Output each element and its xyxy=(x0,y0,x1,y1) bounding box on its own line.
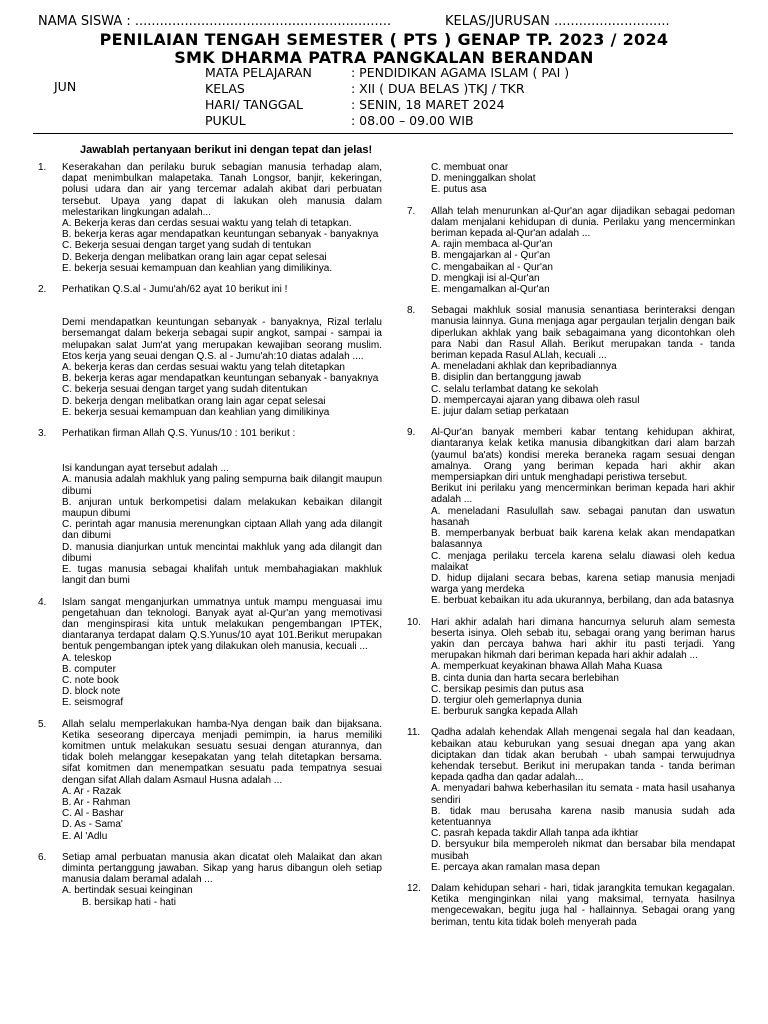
question-stem: Setiap amal perbuatan manusia akan dicatat oleh Malaikat dan akan diminta pertanggung jawaban. Sikap yang harus dibangun oleh setiap manusia dalam beramal adalah ... xyxy=(62,851,382,886)
option-a: A. menyadari bahwa keberhasilan itu semata - mata hasil usahanya sendiri xyxy=(431,783,735,806)
question-stem: Keserakahan dan perilaku buruk sebagian manusia terhadap alam, dapat menimbulkan malapetaka. Tanah Longsor, banjir, kekeringan, polusi udara dan air yang tercemar adalah akibat dari perbuatan tersebut. Upaya yang dapat di lakukan oleh manusia dalam melestarikan lingkungan adalah... xyxy=(62,162,382,218)
class-major-field: KELAS/JURUSAN ............................ xyxy=(445,14,670,29)
question-number: 12. xyxy=(407,882,421,894)
option-a: A. manusia adalah makhluk yang paling sempurna baik dilangit maupun dibumi xyxy=(62,474,382,497)
meta-value: : 08.00 – 09.00 WIB xyxy=(351,113,474,128)
question-number: 6. xyxy=(38,851,47,863)
option-a: A. bertindak sesuai keinginan xyxy=(62,885,193,897)
option-e: E. seismograf xyxy=(62,697,124,709)
option-a: A. meneladani akhlak dan kepribadiannya xyxy=(431,361,617,373)
option-d: D. mempercayai ajaran yang dibawa oleh rasul xyxy=(431,394,640,406)
option-c: C. note book xyxy=(62,674,119,686)
question-stem: Isi kandungan ayat tersebut adalah ... xyxy=(62,463,229,475)
option-e: E. tugas manusia sebagai khalifah untuk membahagiakan makhluk langit dan bumi xyxy=(62,564,382,587)
question-stem: Sebagai makhluk sosial manusia senantiasa berinteraksi dengan manusia lainnya. Guna menjaga agar pergaulan terjalin dengan baik diperlukan akhlak yang baik sebagaimana yang dicontohkan oleh para Nabi dan Rasul Allah. Berikut merupakan tanda - tanda beriman kepada Rasul ALlah, kecuali ... xyxy=(431,305,735,362)
question-number: 8. xyxy=(407,305,416,317)
option-b: B. bekerja keras agar mendapatkan keuntungan sebanyak - banyaknya xyxy=(62,373,379,385)
option-c: C. bersikap pesimis dan putus asa xyxy=(431,683,584,695)
option-a: A. Bekerja keras dan cerdas sesuai waktu yang telah di tetapkan. xyxy=(62,218,352,230)
option-e: E. percaya akan ramalan masa depan xyxy=(431,861,600,873)
option-a: A. meneladani Rasulullah saw. sebagai panutan dan uswatun hasanah xyxy=(431,505,735,528)
option-b: B. cinta dunia dan harta secara berlebihan xyxy=(431,672,619,684)
option-b: B. bersikap hati - hati xyxy=(82,896,176,908)
option-b: B. anjuran untuk berkompetisi dalam melakukan kebaikan dilangit maupun dibumi xyxy=(62,496,382,520)
option-c: C. pasrah kepada takdir Allah tanpa ada ikhtiar xyxy=(431,828,639,840)
option-c: C. selalu terlambat datang ke sekolah xyxy=(431,383,599,395)
option-d: D. tergiur oleh gemerlapnya dunia xyxy=(431,694,582,706)
question-number: 11. xyxy=(407,727,421,739)
student-name-field: NAMA SISWA : .............................................................. xyxy=(38,14,392,29)
option-d: D. bersyukur bila memperoleh nikmat dan bersabar bila mendapat musibah xyxy=(431,839,735,862)
option-b: B. bekerja keras agar mendapatkan keuntungan sebanyak - banyaknya xyxy=(62,229,379,241)
question-number: 7. xyxy=(407,205,416,217)
option-e: E. bekerja sesuai kemampuan dan keahlian yang dimilikinya xyxy=(62,406,330,418)
meta-key: KELAS xyxy=(205,81,245,96)
option-e: E. putus asa xyxy=(431,184,487,196)
option-c: C. mengabaikan al - Qur'an xyxy=(431,261,553,273)
question-6 xyxy=(38,852,382,908)
option-c: C. Bekerja sesuai dengan target yang sudah di tentukan xyxy=(62,240,312,252)
question-number: 3. xyxy=(38,428,47,440)
option-d: D. Bekerja dengan melibatkan orang lain agar cepat selesai xyxy=(62,251,327,263)
question-stem: Hari akhir adalah hari dimana hancurnya seluruh alam semesta beserta isinya. Oleh sebab itu, sebagai orang yang beriman harus yakin dan percaya bahwa hari akhir itu pasti terjadi. Yang merupakan hikmah dari beriman kepada hari akhir adalah ... xyxy=(431,616,735,662)
question-intro: Perhatikan Q.S.al - Jumu'ah/62 ayat 10 berikut ini ! xyxy=(62,284,288,296)
question-number: 9. xyxy=(407,427,416,439)
meta-value: : SENIN, 18 MARET 2024 xyxy=(351,97,505,112)
option-a: A. teleskop xyxy=(62,652,112,664)
option-c: C. bekerja sesuai dengan target yang sudah ditentukan xyxy=(62,384,308,396)
question-3 xyxy=(38,428,382,586)
question-stem: Demi mendapatkan keuntungan sebanyak - banyaknya, Rizal terlalu bersemangat dalam bekerja sebagai supir angkot, sampai - sampai ia melupakan salat Jum'at yang merupakan kewajiban seorang muslim. Etos kerja yang seuai dengan Q.S. al - Jumu'ah:10 diatas adalah .... xyxy=(62,317,382,362)
option-e: E. Al 'Adlu xyxy=(62,830,108,842)
question-9 xyxy=(407,427,735,606)
option-e: E. berbuat kebaikan itu ada ukurannya, berbilang, dan ada batasnya xyxy=(431,595,734,607)
option-e: E. bekerja sesuai kemampuan dan keahlian yang dimilikinya. xyxy=(62,262,333,274)
question-2 xyxy=(38,284,382,418)
option-d: D. mengkaji isi al-Qur'an xyxy=(431,272,540,284)
question-number: 5. xyxy=(38,718,47,730)
exam-title: PENILAIAN TENGAH SEMESTER ( PTS ) GENAP TP. 2023 / 2024 xyxy=(99,30,669,49)
option-b: B. mengajarkan al - Qur'an xyxy=(431,250,551,262)
option-d: D. bekerja dengan melibatkan orang lain agar cepat selesai xyxy=(62,395,326,407)
question-stem: Allah telah menurunkan al-Qur'an agar dijadikan sebagai pedoman dalam menjalani kehidupan di dunia. Perilaku yang mencerminkan beriman kepada al-Qur'an adalah ... xyxy=(431,205,735,240)
option-b: B. disiplin dan bertanggung jawab xyxy=(431,372,582,384)
question-number: 2. xyxy=(38,284,47,296)
question-11 xyxy=(407,727,735,873)
question-stem: Dalam kehidupan sehari - hari, tidak jarangkita temukan kegagalan. Ketika menginginkan nilai yang maksimal, ternyata hasilnya mengecewakan, begitu juga hal - hallainnya. Sebagai orang yang beriman, tentu kita tidak boleh menyerah pada xyxy=(431,882,735,928)
option-a: A. bekerja keras dan cerdas sesuai waktu yang telah ditetapkan xyxy=(62,362,345,374)
instruction-text: Jawablah pertanyaan berikut ini dengan tepat dan jelas! xyxy=(80,144,373,156)
question-1 xyxy=(38,162,382,274)
meta-value: : XII ( DUA BELAS )TKJ / TKR xyxy=(351,81,525,96)
question-10 xyxy=(407,617,735,718)
question-number: 1. xyxy=(38,162,47,173)
option-d: D. hidup dijalani secara bebas, karena setiap manusia menjadi warga yang merdeka xyxy=(431,572,735,596)
option-c: C. menjaga perilaku tercela karena selalu diawasi oleh kedua malaikat xyxy=(431,550,735,573)
question-12 xyxy=(407,883,735,928)
meta-key: MATA PELAJARAN xyxy=(205,65,312,80)
question-stem: Islam sangat menganjurkan ummatnya untuk mampu menguasai imu pengetahuan dan teknologi. Banyak ayat al-Qur'an yang memotivasi dan menginspirasi kita untuk melakukan pengembangan IPTEK, diantaranya terdapat dalam Q.S.Yunus/10 ayat 101.Berikut merupakan bentuk pengembangan iptek yang dilakukan oleh manusia, kecuali ... xyxy=(62,596,382,653)
option-d: D. meninggalkan sholat xyxy=(431,173,536,185)
right-column xyxy=(407,162,735,928)
meta-key: HARI/ TANGGAL xyxy=(205,97,303,112)
question-number: 4. xyxy=(38,596,47,608)
option-d: D. manusia dianjurkan untuk mencintai makhluk yang ada dilangit dan dibumi xyxy=(62,541,382,564)
option-a: A. rajin membaca al-Qur'an xyxy=(431,239,553,251)
option-b: B. computer xyxy=(62,663,116,675)
question-6-continued xyxy=(407,162,735,196)
question-4 xyxy=(38,597,382,709)
question-stem: Al-Qur'an banyak memberi kabar tentang kehidupan akhirat, diantaranya kelak ketika manusia dibangkitkan dari alam barzah (yaumul ba'ats) kondisi mereka beraneka ragam sesuai dengan amalnya. Orang yang beriman kepada hari akhir akan mempersiapkan diri untuk menghadapi peristiwa tersebut. xyxy=(431,427,735,484)
option-b: B. tidak mau berusaha karena nasib manusia sudah ada ketentuannya xyxy=(431,805,735,828)
option-d: D. As - Sama' xyxy=(62,819,123,831)
option-b: B. memperbanyak berbuat baik karena kelak akan mendapatkan balasannya xyxy=(431,528,735,551)
question-8 xyxy=(407,305,735,417)
question-7 xyxy=(407,206,735,296)
jun-label: JUN xyxy=(54,79,77,94)
question-stem: Qadha adalah kehendak Allah mengenai segala hal dan keadaan, kebaikan atau keburukan yang sesuai dnegan apa yang akan diciptakan dan tidak akan berubah - ubah sampai terwujudnya kehendak tersebut. Berikut ini merupakan tanda - tanda beriman kepada qadha dan qadar adalah... xyxy=(431,727,735,784)
school-name: SMK DHARMA PATRA PANGKALAN BERANDAN xyxy=(174,48,594,67)
question-stem-2: Berikut ini perilaku yang mencerminkan beriman kepada hari akhir adalah ... xyxy=(431,483,735,506)
option-e: E. jujur dalam setiap perkataan xyxy=(431,406,569,418)
left-column xyxy=(38,162,382,908)
question-5 xyxy=(38,719,382,842)
option-e: E. mengamalkan al-Qur'an xyxy=(431,284,550,296)
option-c: C. Al - Bashar xyxy=(62,808,124,820)
option-e: E. berburuk sangka kepada Allah xyxy=(431,706,578,718)
meta-key: PUKUL xyxy=(205,113,246,128)
option-c: C. perintah agar manusia merenungkan ciptaan Allah yang ada dilangit dan dibumi xyxy=(62,519,382,542)
meta-value: : PENDIDIKAN AGAMA ISLAM ( PAI ) xyxy=(351,65,570,80)
question-number: 10. xyxy=(407,616,421,628)
question-stem: Allah selalu memperlakukan hamba-Nya dengan baik dan bijaksana. Ketika seseorang dipercaya menjadi pemimpin, ia harus memiliki komitmen untuk melakukan sesuatu sesuai dengan aturannya, dan tidak boleh melanggar kesepakatan yang telah ditetapkan bersama. sifat komitmen dan menempatkan sesuatu pada tempatnya sesuai dengan sifat Allah dalam Asmaul Husna adalah ... xyxy=(62,718,382,786)
option-b: B. Ar - Rahman xyxy=(62,796,131,808)
header-divider xyxy=(33,133,733,134)
question-intro: Perhatikan firman Allah Q.S. Yunus/10 : 101 berikut : xyxy=(62,428,296,440)
option-a: A. memperkuat keyakinan bhawa Allah Maha Kuasa xyxy=(431,661,663,673)
option-c: C. membuat onar xyxy=(431,162,509,173)
option-a: A. Ar - Razak xyxy=(62,785,121,797)
option-d: D. block note xyxy=(62,686,121,698)
